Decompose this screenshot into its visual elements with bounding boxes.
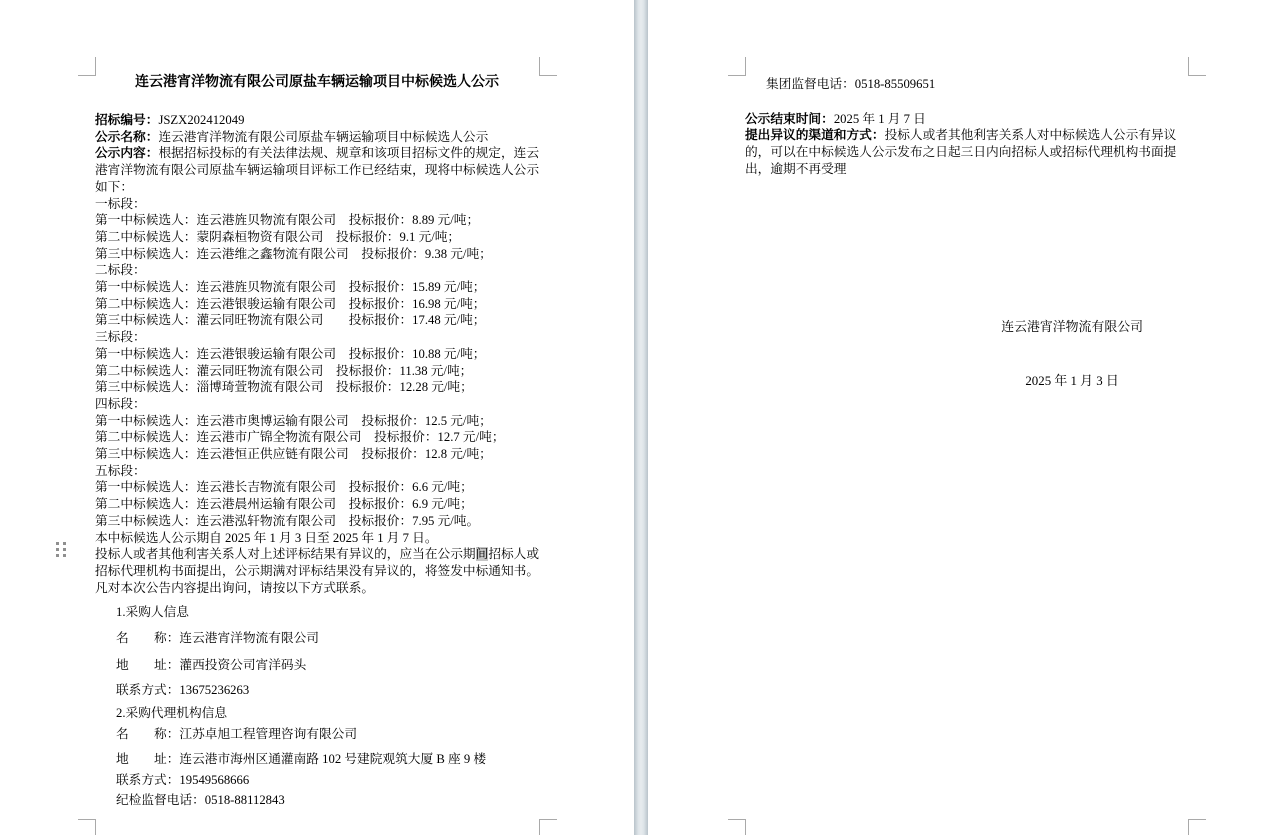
page1-body: [95, 112, 635, 809]
text-segment: 公示结束时间：: [745, 111, 834, 126]
text-line[interactable]: [95, 726, 635, 743]
text-line[interactable]: [95, 563, 635, 580]
text-segment: 2.采购代理机构信息: [116, 706, 228, 721]
text-segment: 名 称：连云港宵洋物流有限公司: [116, 631, 319, 646]
text-line[interactable]: [95, 479, 635, 496]
text-line[interactable]: [95, 212, 635, 229]
text-segment: 公示名称：: [95, 129, 159, 144]
text-line[interactable]: [95, 463, 635, 480]
text-segment: 提出异议的渠道和方式：: [745, 128, 885, 143]
text-line[interactable]: [95, 496, 635, 513]
text-segment: 联系方式：13675236263: [116, 682, 250, 697]
text-line[interactable]: [95, 162, 635, 179]
text-segment: 公示内容：: [95, 146, 159, 161]
page-gap: [634, 0, 648, 835]
text-segment: 第一中标候选人：连云港旌贝物流有限公司 投标报价：8.89 元/吨；: [95, 213, 480, 228]
text-segment: 投标人或者其他利害关系人对中标候选人公示有异议: [884, 128, 1177, 143]
text-segment: 第二中标候选人：连云港晨州运输有限公司 投标报价：6.9 元/吨；: [95, 497, 473, 512]
text-segment: 招标代理机构书面提出，公示期满对评标结果没有异议的，将签发中标通知书。: [95, 563, 540, 578]
text-line[interactable]: [95, 145, 635, 162]
text-line[interactable]: [95, 246, 635, 263]
text-line[interactable]: [95, 379, 635, 396]
text-line[interactable]: [95, 546, 635, 563]
text-segment: 名 称：江苏卓旭工程管理咨询有限公司: [116, 726, 358, 741]
text-line[interactable]: [95, 413, 635, 430]
text-segment: 出，逾期不再受理: [745, 161, 847, 176]
text-line[interactable]: [95, 530, 635, 547]
text-segment: 港宵洋物流有限公司原盐车辆运输项目评标工作已经结束，现将中标候选人公示: [95, 163, 540, 178]
highlighted-text: 间: [475, 547, 489, 562]
text-segment: 第一中标候选人：连云港银骏运输有限公司 投标报价：10.88 元/吨；: [95, 346, 486, 361]
text-segment: 2025 年 1 月 7 日: [833, 111, 926, 126]
margin-crop-mark: [78, 819, 96, 835]
text-line[interactable]: [95, 346, 635, 363]
text-segment: 第三中标候选人：连云港恒正供应链有限公司 投标报价：12.8 元/吨；: [95, 447, 492, 462]
text-line[interactable]: [95, 513, 635, 530]
paragraph-drag-handle-icon[interactable]: [56, 541, 68, 558]
text-line[interactable]: [95, 772, 635, 789]
document-page-2[interactable]: [648, 0, 1283, 835]
text-segment: 连云港宵洋物流有限公司原盐车辆运输项目中标候选人公示: [158, 129, 489, 144]
text-segment: 地 址：连云港市海州区通灌南路 102 号建院观筑大厦 B 座 9 楼: [116, 751, 487, 766]
text-segment: JSZX202412049: [158, 113, 245, 127]
text-line[interactable]: [95, 705, 635, 722]
text-line[interactable]: [745, 144, 1283, 161]
text-segment: 三标段：: [95, 330, 146, 345]
text-line[interactable]: [95, 682, 635, 699]
text-segment: 招标人或: [488, 547, 540, 562]
text-segment: 四标段：: [95, 396, 146, 411]
text-line[interactable]: [95, 446, 635, 463]
text-segment: 集团监督电话：0518-85509651: [766, 77, 936, 91]
text-line[interactable]: [95, 396, 635, 413]
margin-crop-mark: [728, 57, 746, 76]
text-line[interactable]: [95, 429, 635, 446]
margin-crop-mark: [728, 819, 746, 835]
document-title[interactable]: 连云港宵洋物流有限公司原盐车辆运输项目中标候选人公示: [135, 75, 499, 90]
document-page-1[interactable]: [0, 0, 634, 835]
text-line[interactable]: [745, 127, 1283, 144]
margin-crop-mark: [539, 819, 557, 835]
text-segment: 地 址：灌西投资公司宵洋码头: [116, 657, 307, 672]
signature-date[interactable]: 2025 年 1 月 3 日: [1025, 374, 1119, 388]
text-line[interactable]: [95, 329, 635, 346]
text-line[interactable]: [95, 179, 635, 196]
text-line[interactable]: [95, 262, 635, 279]
text-line[interactable]: [95, 296, 635, 313]
text-line[interactable]: [95, 129, 635, 146]
text-line[interactable]: [95, 312, 635, 329]
text-line[interactable]: [95, 580, 635, 597]
text-segment: 纪检监督电话：0518-88112843: [116, 793, 285, 808]
page2-body: [745, 76, 1283, 178]
text-line[interactable]: [95, 363, 635, 380]
signature-block: [1001, 282, 1143, 426]
text-line[interactable]: [95, 196, 635, 213]
text-segment: 一标段：: [95, 196, 146, 211]
text-segment: 如下：: [95, 179, 134, 194]
text-segment: 根据招标投标的有关法律法规、规章和该项目招标文件的规定，连云: [158, 146, 540, 161]
margin-crop-mark: [78, 57, 96, 76]
text-segment: 第二中标候选人：连云港市广锦全物流有限公司 投标报价：12.7 元/吨；: [95, 430, 505, 445]
text-segment: 招标编号：: [95, 113, 159, 127]
text-line[interactable]: [745, 76, 1283, 93]
text-line[interactable]: [95, 630, 635, 647]
text-line[interactable]: [95, 751, 635, 768]
text-segment: 第三中标候选人：连云港维之鑫物流有限公司 投标报价：9.38 元/吨；: [95, 246, 492, 261]
text-segment: 投标人或者其他利害关系人对上述评标结果有异议的，应当在公示期: [95, 547, 476, 562]
text-line[interactable]: [95, 604, 635, 621]
text-segment: 第二中标候选人：灌云同旺物流有限公司 投标报价：11.38 元/吨；: [95, 363, 473, 378]
text-line[interactable]: [745, 161, 1283, 178]
text-line[interactable]: [95, 792, 635, 809]
text-line[interactable]: [95, 657, 635, 674]
text-segment: 的，可以在中标候选人公示发布之日起三日内向招标人或招标代理机构书面提: [745, 145, 1177, 160]
margin-crop-mark: [539, 57, 557, 76]
text-segment: 本中标候选人公示期自 2025 年 1 月 3 日至 2025 年 1 月 7 日。: [95, 530, 438, 545]
text-segment: 第三中标候选人：连云港泓轩物流有限公司 投标报价：7.95 元/吨。: [95, 513, 480, 528]
text-segment: 凡对本次公告内容提出询问，请按以下方式联系。: [95, 580, 375, 595]
margin-crop-mark: [1188, 57, 1206, 76]
text-segment: 第三中标候选人：灌云同旺物流有限公司 投标报价：17.48 元/吨；: [95, 313, 486, 328]
text-segment: 第二中标候选人：蒙阴森桓物资有限公司 投标报价：9.1 元/吨；: [95, 229, 461, 244]
margin-crop-mark: [1188, 819, 1206, 835]
text-line[interactable]: [95, 112, 635, 129]
signature-company[interactable]: 连云港宵洋物流有限公司: [1001, 320, 1143, 334]
text-segment: 第一中标候选人：连云港长吉物流有限公司 投标报价：6.6 元/吨；: [95, 480, 473, 495]
text-segment: 二标段：: [95, 263, 146, 278]
text-segment: 第一中标候选人：连云港旌贝物流有限公司 投标报价：15.89 元/吨；: [95, 280, 486, 295]
text-line[interactable]: [95, 279, 635, 296]
text-segment: 第三中标候选人：淄博琦萱物流有限公司 投标报价：12.28 元/吨；: [95, 380, 473, 395]
text-segment: 1.采购人信息: [116, 605, 189, 620]
text-line[interactable]: [745, 111, 1283, 128]
text-segment: 五标段：: [95, 463, 146, 478]
text-line[interactable]: [95, 229, 635, 246]
text-segment: 第二中标候选人：连云港银骏运输有限公司 投标报价：16.98 元/吨；: [95, 296, 486, 311]
text-segment: 联系方式：19549568666: [116, 773, 250, 788]
text-segment: 第一中标候选人：连云港市奥博运输有限公司 投标报价：12.5 元/吨；: [95, 413, 492, 428]
